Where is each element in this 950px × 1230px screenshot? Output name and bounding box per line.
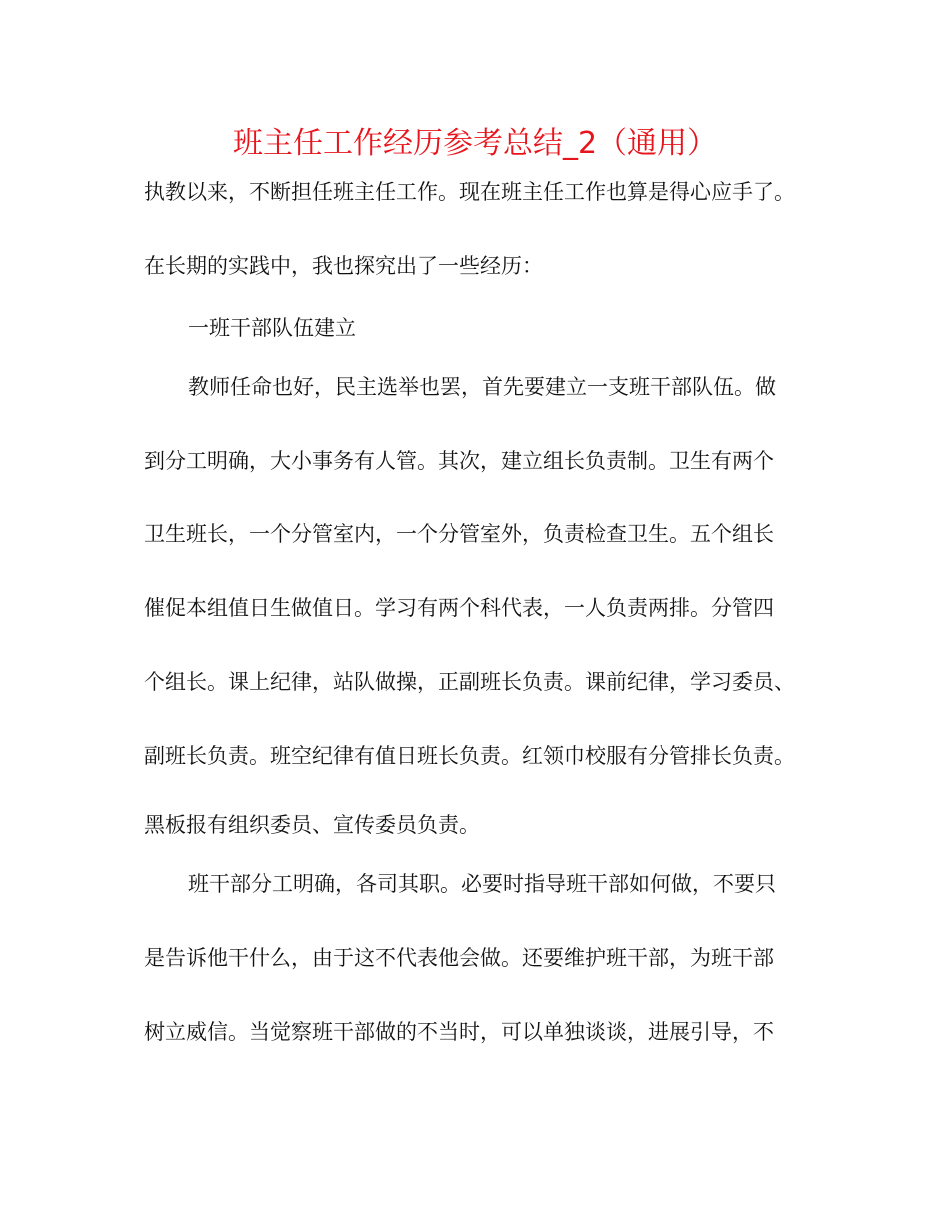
paragraph-line: 卫生班长，一个分管室内，一个分管室外，负责检查卫生。五个组长 bbox=[144, 522, 774, 546]
paragraph-line: 是告诉他干什么，由于这不代表他会做。还要维护班干部，为班干部 bbox=[144, 946, 774, 970]
paragraph-line: 班干部分工明确，各司其职。必要时指导班干部如何做，不要只 bbox=[188, 872, 776, 896]
document-title: 班主任工作经历参考总结_2（通用） bbox=[232, 126, 718, 161]
paragraph-line: 个组长。课上纪律，站队做操，正副班长负责。课前纪律，学习委员、 bbox=[144, 670, 795, 694]
paragraph-line: 催促本组值日生做值日。学习有两个科代表，一人负责两排。分管四 bbox=[144, 596, 774, 620]
paragraph-line: 执教以来，不断担任班主任工作。现在班主任工作也算是得心应手了。 bbox=[144, 180, 795, 204]
paragraph-line: 到分工明确，大小事务有人管。其次，建立组长负责制。卫生有两个 bbox=[144, 449, 774, 473]
paragraph-line: 在长期的实践中，我也探究出了一些经历： bbox=[144, 254, 543, 278]
paragraph-line: 教师任命也好，民主选举也罢，首先要建立一支班干部队伍。做 bbox=[188, 375, 776, 399]
paragraph-line: 树立威信。当觉察班干部做的不当时，可以单独谈谈，进展引导，不 bbox=[144, 1020, 774, 1044]
paragraph-line: 副班长负责。班空纪律有值日班长负责。红领巾校服有分管排长负责。 bbox=[144, 744, 795, 768]
paragraph-line: 黑板报有组织委员、宣传委员负责。 bbox=[144, 813, 480, 837]
section-heading: 一班干部队伍建立 bbox=[188, 316, 356, 340]
